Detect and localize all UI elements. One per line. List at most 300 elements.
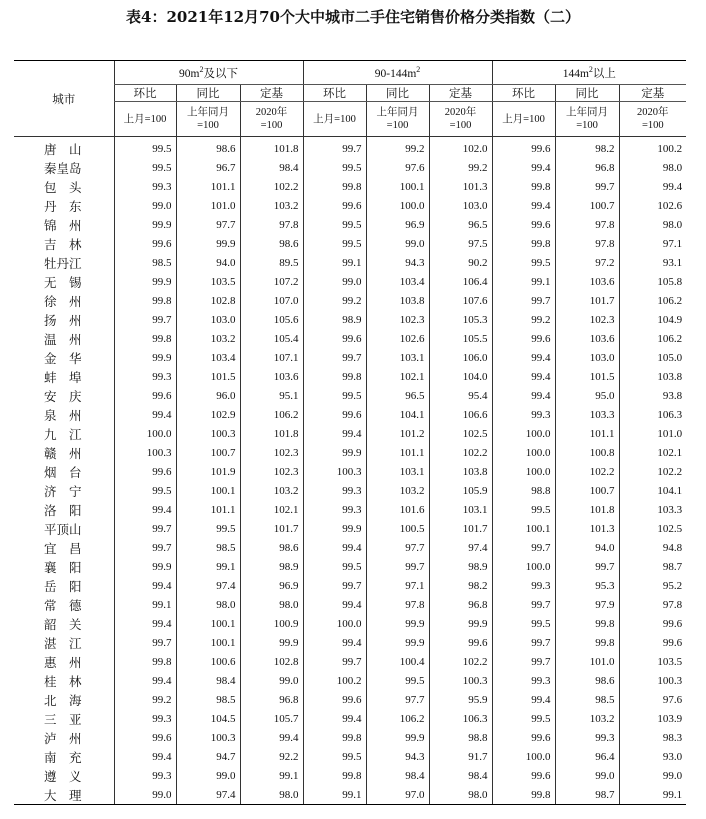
index-value: 99.7 (492, 652, 555, 671)
index-value: 99.6 (303, 690, 366, 709)
index-value: 99.7 (366, 557, 429, 576)
base-header-mom (492, 102, 555, 137)
index-value: 94.8 (619, 538, 686, 557)
index-value: 99.3 (492, 576, 555, 595)
index-value: 99.9 (176, 234, 240, 253)
city-name: 泉 州 (44, 407, 82, 423)
table-row (14, 671, 686, 690)
index-value: 99.1 (114, 595, 176, 614)
base-line-1: 2020年 (444, 107, 477, 118)
index-value: 99.5 (492, 253, 555, 272)
index-value: 103.3 (619, 500, 686, 519)
index-value: 99.1 (492, 272, 555, 291)
index-value: 99.6 (114, 234, 176, 253)
index-value: 100.3 (303, 462, 366, 481)
base-line-1: 上月=100 (502, 113, 545, 125)
base-line-1: 上年同月 (566, 107, 609, 118)
city-name: 三 亚 (44, 711, 82, 727)
index-value: 94.0 (555, 538, 619, 557)
index-value: 100.5 (366, 519, 429, 538)
city-name: 徐 州 (44, 293, 82, 309)
index-value: 101.0 (619, 424, 686, 443)
city-name: 岳 阳 (44, 578, 82, 594)
index-value: 99.9 (114, 272, 176, 291)
index-value: 97.0 (366, 785, 429, 805)
index-value: 106.2 (366, 709, 429, 728)
index-value: 99.4 (114, 614, 176, 633)
index-value: 101.1 (176, 177, 240, 196)
city-name: 金 华 (44, 350, 82, 366)
index-value: 103.4 (366, 272, 429, 291)
group-header-90-144: $90-144m^2$ (303, 61, 492, 85)
index-value: 100.4 (366, 652, 429, 671)
index-value: 100.3 (429, 671, 492, 690)
base-line-2: =100 (576, 120, 598, 131)
index-value: 98.8 (429, 728, 492, 747)
index-value: 104.5 (176, 709, 240, 728)
base-line-2: =100 (386, 120, 409, 131)
index-value: 99.9 (114, 557, 176, 576)
index-value: 99.6 (492, 766, 555, 785)
index-value: 99.3 (492, 671, 555, 690)
index-value: 99.4 (619, 177, 686, 196)
base-header-fixed-base (240, 102, 303, 137)
index-value: 97.7 (176, 215, 240, 234)
index-value: 97.4 (176, 785, 240, 805)
index-value: 101.1 (366, 443, 429, 462)
index-value: 104.1 (619, 481, 686, 500)
table-row (14, 557, 686, 576)
index-value: 95.1 (240, 386, 303, 405)
index-value: 99.0 (114, 785, 176, 805)
index-value: 99.8 (303, 728, 366, 747)
index-value: 103.5 (176, 272, 240, 291)
table-row (14, 158, 686, 177)
city-column-header: 城市 (14, 61, 114, 137)
index-value: 98.9 (240, 557, 303, 576)
index-value: 99.7 (303, 348, 366, 367)
index-value: 89.5 (240, 253, 303, 272)
table-row (14, 462, 686, 481)
index-value: 98.7 (619, 557, 686, 576)
index-value: 99.2 (366, 137, 429, 159)
index-value: 99.1 (619, 785, 686, 805)
index-value: 99.9 (114, 215, 176, 234)
index-value: 101.7 (555, 291, 619, 310)
index-value: 99.7 (303, 576, 366, 595)
index-value: 102.1 (619, 443, 686, 462)
index-value: 99.4 (114, 747, 176, 766)
index-value: 102.2 (429, 652, 492, 671)
city-name: 烟 台 (44, 464, 82, 480)
city-name: 锦 州 (44, 217, 82, 233)
base-line-1: 上年同月 (187, 107, 229, 118)
index-value: 99.5 (303, 386, 366, 405)
city-name: 吉 林 (44, 236, 82, 252)
index-value: 99.5 (303, 557, 366, 576)
index-value: 99.3 (114, 709, 176, 728)
base-line-1: 2020年 (637, 107, 669, 118)
index-value: 107.6 (429, 291, 492, 310)
index-value: 103.9 (619, 709, 686, 728)
index-value: 100.1 (176, 633, 240, 652)
index-value: 100.0 (366, 196, 429, 215)
index-value: 99.6 (492, 137, 555, 159)
city-name: 宜 昌 (44, 540, 82, 556)
index-value: 99.1 (176, 557, 240, 576)
table-row (14, 348, 686, 367)
index-value: 97.8 (366, 595, 429, 614)
index-value: 99.9 (366, 633, 429, 652)
index-value: 101.1 (176, 500, 240, 519)
city-name: 襄 阳 (44, 559, 82, 575)
index-value: 103.1 (366, 348, 429, 367)
index-value: 101.9 (176, 462, 240, 481)
index-value: 93.0 (619, 747, 686, 766)
index-value: 96.5 (366, 386, 429, 405)
index-value: 97.6 (366, 158, 429, 177)
index-value: 103.5 (619, 652, 686, 671)
index-value: 106.2 (240, 405, 303, 424)
index-value: 103.3 (555, 405, 619, 424)
index-value: 99.2 (303, 291, 366, 310)
table-row (14, 272, 686, 291)
index-value: 105.9 (429, 481, 492, 500)
index-value: 99.6 (303, 196, 366, 215)
city-name: 湛 江 (44, 635, 82, 651)
city-name: 桂 林 (44, 673, 82, 689)
index-value: 99.5 (492, 709, 555, 728)
index-value: 96.9 (240, 576, 303, 595)
index-value: 102.2 (555, 462, 619, 481)
index-value: 99.3 (555, 728, 619, 747)
table-row (14, 766, 686, 785)
table-row (14, 728, 686, 747)
index-value: 99.9 (366, 728, 429, 747)
index-value: 96.9 (366, 215, 429, 234)
index-value: 100.1 (492, 519, 555, 538)
table-row (14, 538, 686, 557)
city-name: 扬 州 (44, 312, 82, 328)
index-value: 103.0 (555, 348, 619, 367)
sub-header-yoy: 同比 (555, 85, 619, 102)
index-value: 91.7 (429, 747, 492, 766)
base-header-yoy (555, 102, 619, 137)
index-value: 102.0 (429, 137, 492, 159)
index-value: 99.3 (303, 481, 366, 500)
table-row (14, 310, 686, 329)
table-row (14, 424, 686, 443)
index-value: 99.5 (303, 234, 366, 253)
index-value: 99.5 (303, 158, 366, 177)
index-value: 99.0 (114, 196, 176, 215)
city-name: 牡丹江 (44, 255, 82, 271)
index-value: 100.1 (176, 481, 240, 500)
sub-header-yoy: 同比 (176, 85, 240, 102)
index-value: 97.1 (619, 234, 686, 253)
index-value: 99.0 (240, 671, 303, 690)
index-value: 97.7 (366, 538, 429, 557)
index-value: 96.8 (240, 690, 303, 709)
index-value: 103.0 (176, 310, 240, 329)
city-name: 惠 州 (44, 654, 82, 670)
index-value: 99.5 (492, 614, 555, 633)
base-line-2: =100 (260, 120, 283, 131)
index-value: 98.0 (619, 215, 686, 234)
table-row (14, 234, 686, 253)
table-row (14, 137, 686, 159)
table-row (14, 177, 686, 196)
index-value: 100.2 (303, 671, 366, 690)
index-value: 102.9 (176, 405, 240, 424)
index-value: 101.8 (555, 500, 619, 519)
index-value: 101.2 (366, 424, 429, 443)
index-value: 95.0 (555, 386, 619, 405)
base-header-mom (114, 102, 176, 137)
index-value: 99.6 (619, 633, 686, 652)
index-value: 103.0 (429, 196, 492, 215)
index-value: 101.3 (555, 519, 619, 538)
index-value: 96.8 (429, 595, 492, 614)
base-line-1: 上月=100 (123, 113, 167, 125)
city-name: 遵 义 (44, 768, 82, 784)
city-name: 洛 阳 (44, 502, 82, 518)
index-value: 99.4 (303, 709, 366, 728)
index-value: 99.5 (366, 671, 429, 690)
index-value: 99.1 (240, 766, 303, 785)
index-value: 96.5 (429, 215, 492, 234)
table-row (14, 215, 686, 234)
city-name: 包 头 (44, 179, 82, 195)
index-value: 106.3 (429, 709, 492, 728)
index-value: 102.1 (366, 367, 429, 386)
index-value: 100.1 (176, 614, 240, 633)
city-name: 九 江 (44, 426, 82, 442)
table-row (14, 519, 686, 538)
index-value: 104.9 (619, 310, 686, 329)
index-value: 99.0 (555, 766, 619, 785)
table-title: 表4：2021年12月70个大中城市二手住宅销售价格分类指数（二） (126, 8, 580, 26)
index-value: 98.0 (429, 785, 492, 805)
index-value: 102.3 (240, 443, 303, 462)
index-value: 100.6 (176, 652, 240, 671)
index-value: 96.7 (176, 158, 240, 177)
group-header-over-144: $144m^2$以上 (492, 61, 686, 85)
base-header-yoy (366, 102, 429, 137)
index-value: 99.7 (114, 538, 176, 557)
index-value: 99.3 (492, 405, 555, 424)
index-value: 99.4 (114, 671, 176, 690)
index-value: 105.3 (429, 310, 492, 329)
index-value: 99.4 (492, 348, 555, 367)
index-value: 97.5 (429, 234, 492, 253)
index-value: 94.3 (366, 253, 429, 272)
index-value: 99.6 (114, 462, 176, 481)
index-value: 100.2 (619, 137, 686, 159)
index-value: 99.5 (303, 215, 366, 234)
index-value: 100.7 (555, 481, 619, 500)
index-value: 100.0 (303, 614, 366, 633)
index-value: 99.6 (303, 405, 366, 424)
index-value: 101.0 (555, 652, 619, 671)
index-value: 101.8 (240, 424, 303, 443)
index-value: 97.1 (366, 576, 429, 595)
sub-header-fixed-base: 定基 (240, 85, 303, 102)
index-value: 99.3 (114, 177, 176, 196)
sub-header-mom: 环比 (492, 85, 555, 102)
index-value: 102.1 (240, 500, 303, 519)
index-value: 99.8 (555, 633, 619, 652)
index-value: 102.2 (429, 443, 492, 462)
index-value: 98.6 (555, 671, 619, 690)
index-value: 103.1 (366, 462, 429, 481)
group-header-under-90: $90m^2$及以下 (114, 61, 303, 85)
index-value: 97.8 (240, 215, 303, 234)
index-value: 102.6 (366, 329, 429, 348)
index-value: 99.6 (619, 614, 686, 633)
table-row (14, 652, 686, 671)
index-value: 106.0 (429, 348, 492, 367)
index-value: 99.5 (114, 158, 176, 177)
table-row (14, 614, 686, 633)
index-value: 103.8 (429, 462, 492, 481)
city-name: 无 锡 (44, 274, 82, 290)
index-value: 99.8 (303, 766, 366, 785)
index-value: 96.0 (176, 386, 240, 405)
city-name: 蚌 埠 (44, 369, 82, 385)
city-name: 唐 山 (44, 141, 82, 157)
index-value: 99.3 (114, 766, 176, 785)
base-line-2: =100 (449, 120, 472, 131)
index-value: 98.5 (176, 690, 240, 709)
sub-header-mom: 环比 (114, 85, 176, 102)
index-value: 98.2 (429, 576, 492, 595)
table-row (14, 196, 686, 215)
index-value: 99.4 (240, 728, 303, 747)
index-value: 99.9 (114, 348, 176, 367)
index-value: 100.9 (240, 614, 303, 633)
index-value: 98.3 (619, 728, 686, 747)
index-value: 99.7 (492, 538, 555, 557)
index-value: 100.3 (619, 671, 686, 690)
index-value: 95.2 (619, 576, 686, 595)
city-name: 常 德 (44, 597, 82, 613)
index-value: 102.6 (619, 196, 686, 215)
table-row (14, 785, 686, 805)
index-value: 98.0 (619, 158, 686, 177)
index-value: 99.8 (492, 785, 555, 805)
index-value: 99.4 (492, 367, 555, 386)
index-value: 101.8 (240, 137, 303, 159)
index-value: 99.9 (429, 614, 492, 633)
index-value: 99.8 (492, 177, 555, 196)
index-value: 98.5 (176, 538, 240, 557)
index-value: 104.1 (366, 405, 429, 424)
index-value: 98.5 (114, 253, 176, 272)
table-row (14, 500, 686, 519)
index-value: 99.0 (303, 272, 366, 291)
index-value: 99.4 (303, 595, 366, 614)
index-value: 99.8 (114, 291, 176, 310)
index-value: 99.6 (492, 329, 555, 348)
index-value: 107.2 (240, 272, 303, 291)
index-value: 105.8 (619, 272, 686, 291)
index-value: 99.9 (303, 443, 366, 462)
index-value: 99.4 (114, 405, 176, 424)
city-name: 泸 州 (44, 730, 82, 746)
index-value: 98.0 (240, 595, 303, 614)
index-value: 101.3 (429, 177, 492, 196)
table-row (14, 443, 686, 462)
index-value: 100.3 (176, 424, 240, 443)
sub-header-fixed-base: 定基 (619, 85, 686, 102)
table-row (14, 291, 686, 310)
base-header-yoy (176, 102, 240, 137)
index-value: 99.9 (240, 633, 303, 652)
index-value: 95.3 (555, 576, 619, 595)
index-value: 103.2 (240, 196, 303, 215)
index-value: 98.4 (366, 766, 429, 785)
index-value: 98.8 (492, 481, 555, 500)
table-row (14, 595, 686, 614)
index-value: 97.2 (555, 253, 619, 272)
index-value: 100.0 (114, 424, 176, 443)
index-value: 98.0 (240, 785, 303, 805)
index-value: 93.1 (619, 253, 686, 272)
index-value: 101.7 (240, 519, 303, 538)
index-value: 97.9 (555, 595, 619, 614)
city-name: 韶 关 (44, 616, 82, 632)
table-row (14, 747, 686, 766)
index-value: 103.2 (240, 481, 303, 500)
index-value: 98.4 (240, 158, 303, 177)
index-value: 99.8 (303, 367, 366, 386)
index-value: 106.2 (619, 291, 686, 310)
index-value: 98.0 (176, 595, 240, 614)
index-value: 100.0 (492, 747, 555, 766)
index-value: 100.7 (555, 196, 619, 215)
index-value: 99.9 (366, 614, 429, 633)
index-value: 99.4 (114, 500, 176, 519)
index-value: 106.3 (619, 405, 686, 424)
index-value: 99.4 (492, 386, 555, 405)
index-value: 100.0 (492, 462, 555, 481)
index-value: 99.4 (492, 158, 555, 177)
city-name: 秦皇岛 (44, 160, 82, 176)
index-value: 100.3 (176, 728, 240, 747)
index-value: 103.2 (176, 329, 240, 348)
index-value: 103.6 (555, 329, 619, 348)
index-value: 99.4 (303, 424, 366, 443)
index-value: 102.3 (240, 462, 303, 481)
index-value: 99.0 (176, 766, 240, 785)
index-value: 102.2 (240, 177, 303, 196)
index-value: 99.1 (303, 785, 366, 805)
index-value: 99.2 (429, 158, 492, 177)
index-value: 96.4 (555, 747, 619, 766)
index-value: 98.5 (555, 690, 619, 709)
index-value: 99.5 (303, 747, 366, 766)
index-value: 105.6 (240, 310, 303, 329)
index-value: 106.2 (619, 329, 686, 348)
price-index-table (14, 60, 686, 805)
city-name: 丹 东 (44, 198, 82, 214)
base-header-fixed-base (429, 102, 492, 137)
table-row (14, 386, 686, 405)
table-row (14, 253, 686, 272)
index-value: 97.6 (619, 690, 686, 709)
index-value: 99.7 (492, 595, 555, 614)
